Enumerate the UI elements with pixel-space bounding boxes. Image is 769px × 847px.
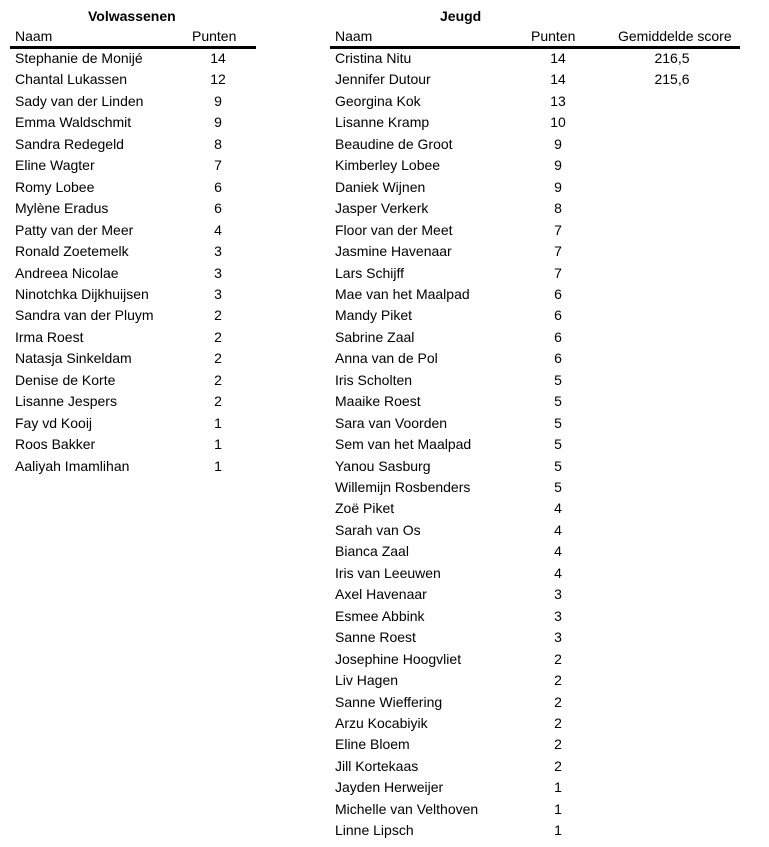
player-name-cell: Jasper Verkerk [335,200,429,217]
player-name-cell: Zoë Piket [335,500,395,517]
points-cell: 1 [214,436,222,453]
player-name-cell: Sandra Redegeld [15,135,124,152]
youth-title: Jeugd [440,8,482,24]
points-cell: 6 [214,200,222,217]
points-cell: 3 [554,586,562,603]
table-row [330,606,740,627]
table-row [10,220,256,241]
points-cell: 5 [554,371,562,388]
table-row [10,241,256,262]
points-cell: 2 [214,307,222,324]
player-name-cell: Josephine Hoogvliet [335,650,462,667]
table-row [10,177,256,198]
table-row [10,263,256,284]
player-name-cell: Lars Schijff [335,264,404,281]
player-name-cell: Linne Lipsch [335,822,414,839]
points-cell: 7 [554,264,562,281]
points-cell: 3 [214,243,222,260]
player-name-cell: Esmee Abbink [335,607,425,624]
points-cell: 5 [554,479,562,495]
player-name-cell: Sandra van der Pluym [15,307,154,324]
adults-name-header: Naam [15,28,53,44]
table-row [330,69,740,90]
points-cell: 6 [554,285,562,302]
points-cell: 12 [210,71,226,88]
table-row [10,413,256,434]
points-cell: 4 [554,521,562,538]
table-row [10,112,256,133]
points-cell: 2 [554,714,562,731]
table-row [330,563,740,584]
player-name-cell: Sem van het Maalpad [335,436,472,453]
player-name-cell: Natasja Sinkeldam [15,350,132,367]
player-name-cell: Michelle van Velthoven [335,800,479,817]
youth-points-header: Punten [531,28,576,44]
player-name-cell: Jasmine Havenaar [335,243,452,260]
table-row [330,520,740,541]
table-row [330,627,740,648]
points-cell: 7 [214,157,222,174]
table-row [330,241,740,262]
player-name-cell: Emma Waldschmit [15,114,132,131]
table-row [330,498,740,519]
points-cell: 6 [554,307,562,324]
player-name-cell: Beaudine de Groot [335,135,453,152]
player-name-cell: Georgina Kok [335,92,421,109]
table-row [330,112,740,133]
table-row [330,777,740,798]
player-name-cell: Daniek Wijnen [335,178,426,195]
player-name-cell: Patty van der Meer [15,221,134,238]
player-name-cell: Liv Hagen [335,672,399,689]
player-name-cell: Roos Bakker [15,436,96,453]
player-name-cell: Iris van Leeuwen [335,564,441,581]
adults-title: Volwassenen [88,8,176,24]
points-cell: 2 [214,393,222,410]
points-cell: 9 [214,92,222,109]
table-row [10,69,256,90]
table-row [330,456,740,477]
table-row [330,91,740,112]
player-name-cell: Iris Scholten [335,371,413,388]
points-cell: 3 [214,264,222,281]
player-name-cell: Eline Wagter [15,157,95,174]
table-row [330,263,740,284]
table-row [330,799,740,820]
player-name-cell: Sabrine Zaal [335,328,415,345]
average-score-cell: 215,6 [654,71,690,88]
points-cell: 4 [214,221,222,238]
table-row [10,198,256,219]
table-row [10,48,256,69]
average-score-cell: 216,5 [654,50,690,66]
player-name-cell: Eline Bloem [335,736,410,753]
table-row [10,305,256,326]
points-cell: 4 [554,500,562,517]
table-row [10,434,256,455]
player-name-cell: Anna van de Pol [335,350,438,367]
table-row [10,134,256,155]
points-cell: 2 [214,328,222,345]
points-cell: 1 [214,414,222,431]
player-name-cell: Arzu Kocabiyik [335,714,428,731]
points-cell: 2 [554,736,562,753]
player-name-cell: Andreea Nicolae [15,264,119,281]
player-name-cell: Ninotchka Dijkhuijsen [15,285,149,302]
table-row [330,584,740,605]
points-cell: 2 [214,371,222,388]
player-name-cell: Willemijn Rosbenders [335,479,471,495]
table-row [10,91,256,112]
youth-name-header: Naam [335,28,373,44]
table-row [330,305,740,326]
table-row [330,434,740,455]
points-cell: 10 [550,114,566,131]
table-row [330,649,740,670]
table-row [10,284,256,305]
player-name-cell: Sanne Roest [335,629,416,646]
player-name-cell: Chantal Lukassen [15,71,128,88]
player-name-cell: Sady van der Linden [15,92,144,109]
player-name-cell: Jayden Herweijer [335,779,444,796]
points-cell: 5 [554,436,562,453]
table-row [330,134,740,155]
adults-header-row [10,27,256,49]
player-name-cell: Lisanne Jespers [15,393,117,410]
points-cell: 14 [550,71,566,88]
table-row [330,477,740,498]
player-name-cell: Floor van der Meet [335,221,453,238]
points-cell: 9 [554,157,562,174]
player-name-cell: Mylène Eradus [15,200,109,217]
player-name-cell: Stephanie de Monijé [15,50,143,66]
points-cell: 7 [554,221,562,238]
table-row [330,370,740,391]
table-row [10,327,256,348]
player-name-cell: Jennifer Dutour [335,71,431,88]
table-row [330,220,740,241]
points-cell: 1 [554,822,562,839]
player-name-cell: Jill Kortekaas [335,757,419,774]
points-cell: 2 [554,757,562,774]
youth-header-row [330,27,740,49]
table-row [330,756,740,777]
adults-points-header: Punten [192,28,237,44]
table-row [330,541,740,562]
player-name-cell: Romy Lobee [15,178,95,195]
table-row [330,413,740,434]
player-name-cell: Sara van Voorden [335,414,448,431]
player-name-cell: Bianca Zaal [335,543,409,560]
player-name-cell: Mae van het Maalpad [335,285,470,302]
table-row [330,48,740,69]
player-name-cell: Cristina Nitu [335,50,412,66]
points-cell: 2 [554,672,562,689]
table-row [330,820,740,841]
player-name-cell: Kimberley Lobee [335,157,441,174]
points-cell: 4 [554,543,562,560]
table-row [330,692,740,713]
points-cell: 4 [554,564,562,581]
points-cell: 5 [554,393,562,410]
points-cell: 6 [554,350,562,367]
points-cell: 2 [554,650,562,667]
table-row [330,713,740,734]
player-name-cell: Irma Roest [15,328,84,345]
player-name-cell: Sarah van Os [335,521,421,538]
player-name-cell: Denise de Korte [15,371,116,388]
points-cell: 9 [554,135,562,152]
points-cell: 6 [214,178,222,195]
player-name-cell: Yanou Sasburg [335,457,431,474]
table-row [330,670,740,691]
table-row [330,391,740,412]
points-cell: 13 [550,92,566,109]
points-cell: 1 [554,779,562,796]
table-row [330,734,740,755]
player-name-cell: Ronald Zoetemelk [15,243,129,260]
table-row [10,370,256,391]
player-name-cell: Sanne Wieffering [335,693,443,710]
player-name-cell: Lisanne Kramp [335,114,430,131]
table-row [10,155,256,176]
player-name-cell: Fay vd Kooij [15,414,93,431]
points-cell: 2 [214,350,222,367]
points-cell: 7 [554,243,562,260]
table-row [330,327,740,348]
table-row [330,284,740,305]
player-name-cell: Mandy Piket [335,307,413,324]
points-cell: 5 [554,457,562,474]
table-row [330,198,740,219]
points-cell: 14 [210,50,226,66]
points-cell: 3 [554,629,562,646]
table-row [10,456,256,477]
points-cell: 9 [554,178,562,195]
table-row [330,348,740,369]
points-cell: 5 [554,414,562,431]
points-cell: 3 [554,607,562,624]
youth-average-header: Gemiddelde score [618,28,732,44]
points-cell: 2 [554,693,562,710]
points-cell: 1 [554,800,562,817]
points-cell: 8 [214,135,222,152]
table-row [330,155,740,176]
table-row [330,177,740,198]
player-name-cell: Axel Havenaar [335,586,427,603]
points-cell: 3 [214,285,222,302]
player-name-cell: Aaliyah Imamlihan [15,457,130,474]
points-cell: 14 [550,50,566,66]
points-cell: 6 [554,328,562,345]
player-name-cell: Maaike Roest [335,393,421,410]
points-cell: 9 [214,114,222,131]
table-row [10,348,256,369]
points-cell: 8 [554,200,562,217]
table-row [10,391,256,412]
points-cell: 1 [214,457,222,474]
